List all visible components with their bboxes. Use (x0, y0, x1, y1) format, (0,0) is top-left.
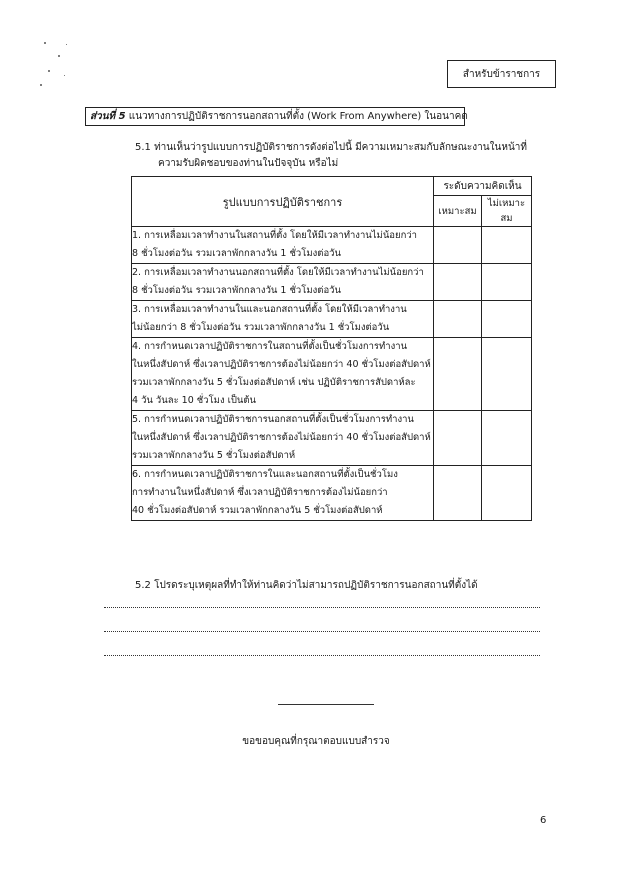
scan-speck (40, 84, 42, 86)
column-header-format: รูปแบบการปฏิบัติราชการ (132, 177, 434, 227)
table-row (132, 301, 532, 338)
option-text-line: ในหนึ่งสัปดาห์ ซึ่งเวลาปฏิบัติราชการต้องไม่น้อยกว่า 40 ชั่วโมงต่อสัปดาห์ (132, 432, 431, 443)
column-header-opinion: ระดับความคิดเห็น (434, 177, 532, 196)
option-text-line: ในหนึ่งสัปดาห์ ซึ่งเวลาปฏิบัติราชการต้องไม่น้อยกว่า 40 ชั่วโมงต่อสัปดาห์ (132, 359, 431, 370)
suitable-checkbox-cell[interactable] (434, 227, 482, 264)
scan-speck (44, 42, 46, 44)
suitable-checkbox-cell[interactable] (434, 338, 482, 411)
option-text-line: 1. การเหลื่อมเวลาทำงานในสถานที่ตั้ง โดยให้มีเวลาทำงานไม่น้อยกว่า (132, 230, 418, 241)
unsuitable-checkbox-cell[interactable] (482, 301, 532, 338)
column-header-unsuitable: ไม่เหมาะสม (482, 196, 532, 227)
answer-line[interactable] (104, 655, 540, 656)
work-format-option (132, 301, 434, 338)
scan-speck (66, 44, 67, 45)
suitable-checkbox-cell[interactable] (434, 264, 482, 301)
work-format-option (132, 338, 434, 411)
section-header (85, 107, 468, 126)
scan-speck (64, 75, 65, 76)
official-use-box: สำหรับข้าราชการ (447, 60, 556, 88)
option-text-line: 8 ชั่วโมงต่อวัน รวมเวลาพักกลางวัน 1 ชั่วโมงต่อวัน (132, 285, 341, 296)
work-format-option (132, 466, 434, 521)
option-text-line: รวมเวลาพักกลางวัน 5 ชั่วโมงต่อสัปดาห์ เช่น ปฏิบัติราชการสัปดาห์ละ (132, 377, 416, 388)
scan-speck (48, 70, 50, 72)
table-row (132, 338, 532, 411)
option-text-line: 4. การกำหนดเวลาปฏิบัติราชการในสถานที่ตั้งเป็นชั่วโมงการทำงาน (132, 341, 408, 352)
divider (278, 704, 374, 705)
suitable-checkbox-cell[interactable] (434, 301, 482, 338)
option-text-line: รวมเวลาพักกลางวัน 5 ชั่วโมงต่อสัปดาห์ (132, 450, 296, 461)
work-format-option (132, 227, 434, 264)
table-row (132, 264, 532, 301)
option-text-line: ไม่น้อยกว่า 8 ชั่วโมงต่อวัน รวมเวลาพักกลางวัน 1 ชั่วโมงต่อวัน (132, 322, 390, 333)
question-5-2: 5.2 โปรดระบุเหตุผลที่ทำให้ท่านคิดว่าไม่สามารถปฏิบัติราชการนอกสถานที่ตั้งได้ (135, 580, 478, 591)
scan-speck (58, 55, 60, 57)
option-text-line: 5. การกำหนดเวลาปฏิบัติราชการนอกสถานที่ตั้งเป็นชั่วโมงการทำงาน (132, 414, 414, 425)
option-text-line: 2. การเหลื่อมเวลาทำงานนอกสถานที่ตั้ง โดยให้มีเวลาทำงานไม่น้อยกว่า (132, 267, 424, 278)
unsuitable-checkbox-cell[interactable] (482, 411, 532, 466)
answer-line[interactable] (104, 607, 540, 608)
unsuitable-checkbox-cell[interactable] (482, 338, 532, 411)
page-number: 6 (540, 815, 547, 826)
question-5-1-line-2: ความรับผิดชอบของท่านในปัจจุบัน หรือไม่ (158, 158, 339, 169)
question-5-1-line-1: 5.1 ท่านเห็นว่ารูปแบบการปฏิบัติราชการดังต่อไปนี้ มีความเหมาะสมกับลักษณะงานในหน้าที่ (135, 142, 527, 153)
unsuitable-checkbox-cell[interactable] (482, 227, 532, 264)
suitable-checkbox-cell[interactable] (434, 411, 482, 466)
option-text-line: 6. การกำหนดเวลาปฏิบัติราชการในและนอกสถานที่ตั้งเป็นชั่วโมง (132, 469, 398, 480)
option-text-line: 3. การเหลื่อมเวลาทำงานในและนอกสถานที่ตั้ง โดยให้มีเวลาทำงาน (132, 304, 407, 315)
thank-you-note: ขอขอบคุณที่กรุณาตอบแบบสำรวจ (242, 736, 390, 747)
table-row (132, 227, 532, 264)
work-format-table (131, 176, 532, 521)
unsuitable-checkbox-cell[interactable] (482, 466, 532, 521)
suitable-checkbox-cell[interactable] (434, 466, 482, 521)
section-title: แนวทางการปฏิบัติราชการนอกสถานที่ตั้ง (Work From Anywhere) ในอนาคต (128, 111, 468, 122)
table-row (132, 411, 532, 466)
column-header-suitable: เหมาะสม (434, 196, 482, 227)
table-row (132, 466, 532, 521)
option-text-line: 8 ชั่วโมงต่อวัน รวมเวลาพักกลางวัน 1 ชั่วโมงต่อวัน (132, 248, 341, 259)
option-text-line: 4 วัน วันละ 10 ชั่วโมง เป็นต้น (132, 395, 257, 406)
work-format-option (132, 264, 434, 301)
work-format-option (132, 411, 434, 466)
option-text-line: การทำงานในหนึ่งสัปดาห์ ซึ่งเวลาปฏิบัติราชการต้องไม่น้อยกว่า (132, 487, 388, 498)
section-label: ส่วนที่ 5 (90, 111, 126, 122)
answer-line[interactable] (104, 631, 540, 632)
option-text-line: 40 ชั่วโมงต่อสัปดาห์ รวมเวลาพักกลางวัน 5 ชั่วโมงต่อสัปดาห์ (132, 505, 383, 516)
unsuitable-checkbox-cell[interactable] (482, 264, 532, 301)
